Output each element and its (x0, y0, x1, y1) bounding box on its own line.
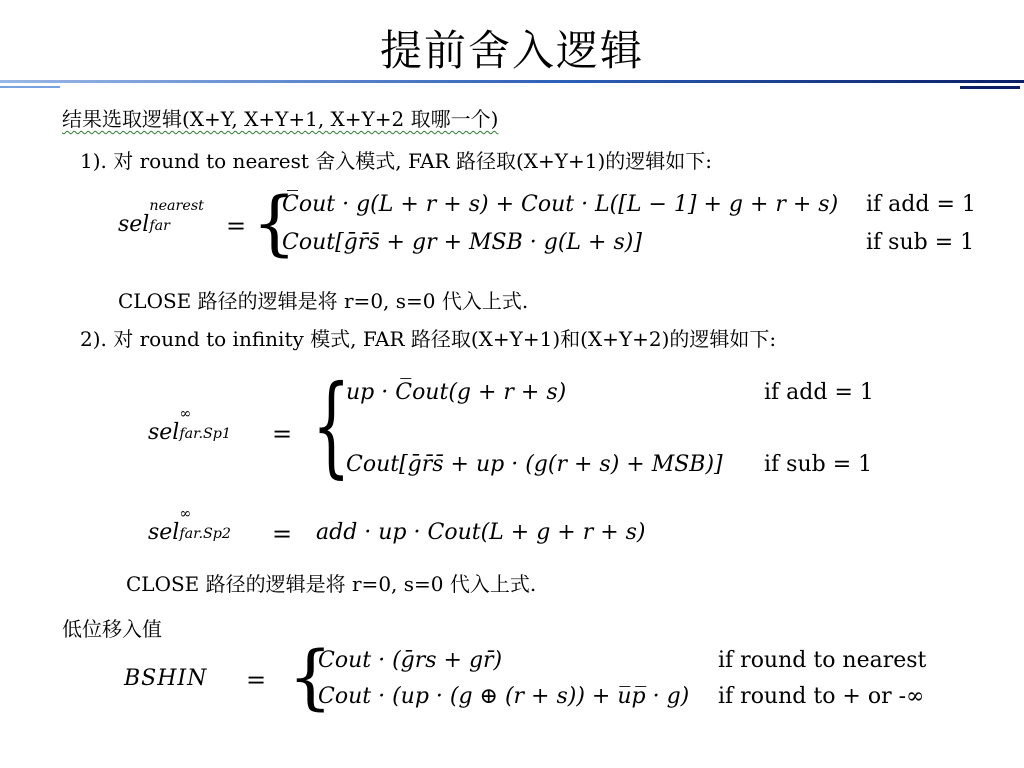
formula-4-row2: Cout · (up · (g ⊕ (r + s)) + u̅p̅ · g) (318, 684, 690, 709)
formula-3-lhs: sel ∞ far.Sp2 (148, 506, 232, 545)
close-line-2: CLOSE 路径的逻辑是将 r=0, s=0 代入上式. (126, 572, 537, 596)
formula-1-lhs: sel nearest far (118, 198, 204, 237)
formula-4-row1-cond: if round to nearest (718, 648, 927, 673)
formula-4-equals: = (246, 666, 267, 694)
formula-2-equals: = (272, 420, 293, 448)
formula-2-row2-cond: if sub = 1 (764, 452, 873, 477)
formula-1-row1-cond: if add = 1 (866, 192, 976, 217)
formula-2-row1-cond: if add = 1 (764, 380, 874, 405)
low-bit-heading: 低位移入值 (62, 617, 162, 641)
formula-2-brace: { (312, 361, 351, 489)
formula-4-row1: Cout · (ḡrs + gr̄) (318, 648, 503, 673)
formula-1-brace: { (252, 182, 297, 264)
formula-4-brace: { (288, 636, 333, 718)
title-rule (0, 80, 1024, 83)
title-rule-accent-right (960, 86, 1020, 89)
formula-2-row2: Cout[ḡr̄s̄ + up · (g(r + s) + MSB)] (346, 452, 723, 477)
formula-3-rhs: add · up · Cout(L + g + r + s) (316, 520, 646, 545)
item-2-line: 2). 对 round to infinity 模式, FAR 路径取(X+Y+1)和(X+Y+2)的逻辑如下: (80, 327, 777, 351)
formula-2-lhs: sel ∞ far.Sp1 (148, 406, 232, 445)
formula-4-row2-cond: if round to + or -∞ (718, 684, 925, 709)
formula-1-equals: = (226, 212, 247, 240)
formula-3-equals: = (272, 520, 293, 548)
formula-1-row2-cond: if sub = 1 (866, 230, 975, 255)
slide-title: 提前舍入逻辑 (379, 26, 644, 75)
formula-1-row2: Cout[ḡr̄s̄ + gr + MSB · g(L + s)] (282, 230, 642, 255)
formula-4-lhs: BSHIN (124, 666, 208, 691)
formula-1-row1: C̅out · g(L + r + s) + Cout · L([L − 1] + g + r + s) (282, 192, 839, 217)
close-line-1: CLOSE 路径的逻辑是将 r=0, s=0 代入上式. (118, 289, 529, 313)
item-1-line: 1). 对 round to nearest 舍入模式, FAR 路径取(X+Y+1)的逻辑如下: (80, 149, 712, 173)
title-rule-accent-left (0, 86, 60, 88)
formula-2-row1: up · C̅out(g + r + s) (346, 380, 567, 405)
intro-line: 结果选取逻辑(X+Y, X+Y+1, X+Y+2 取哪一个) (62, 107, 499, 131)
